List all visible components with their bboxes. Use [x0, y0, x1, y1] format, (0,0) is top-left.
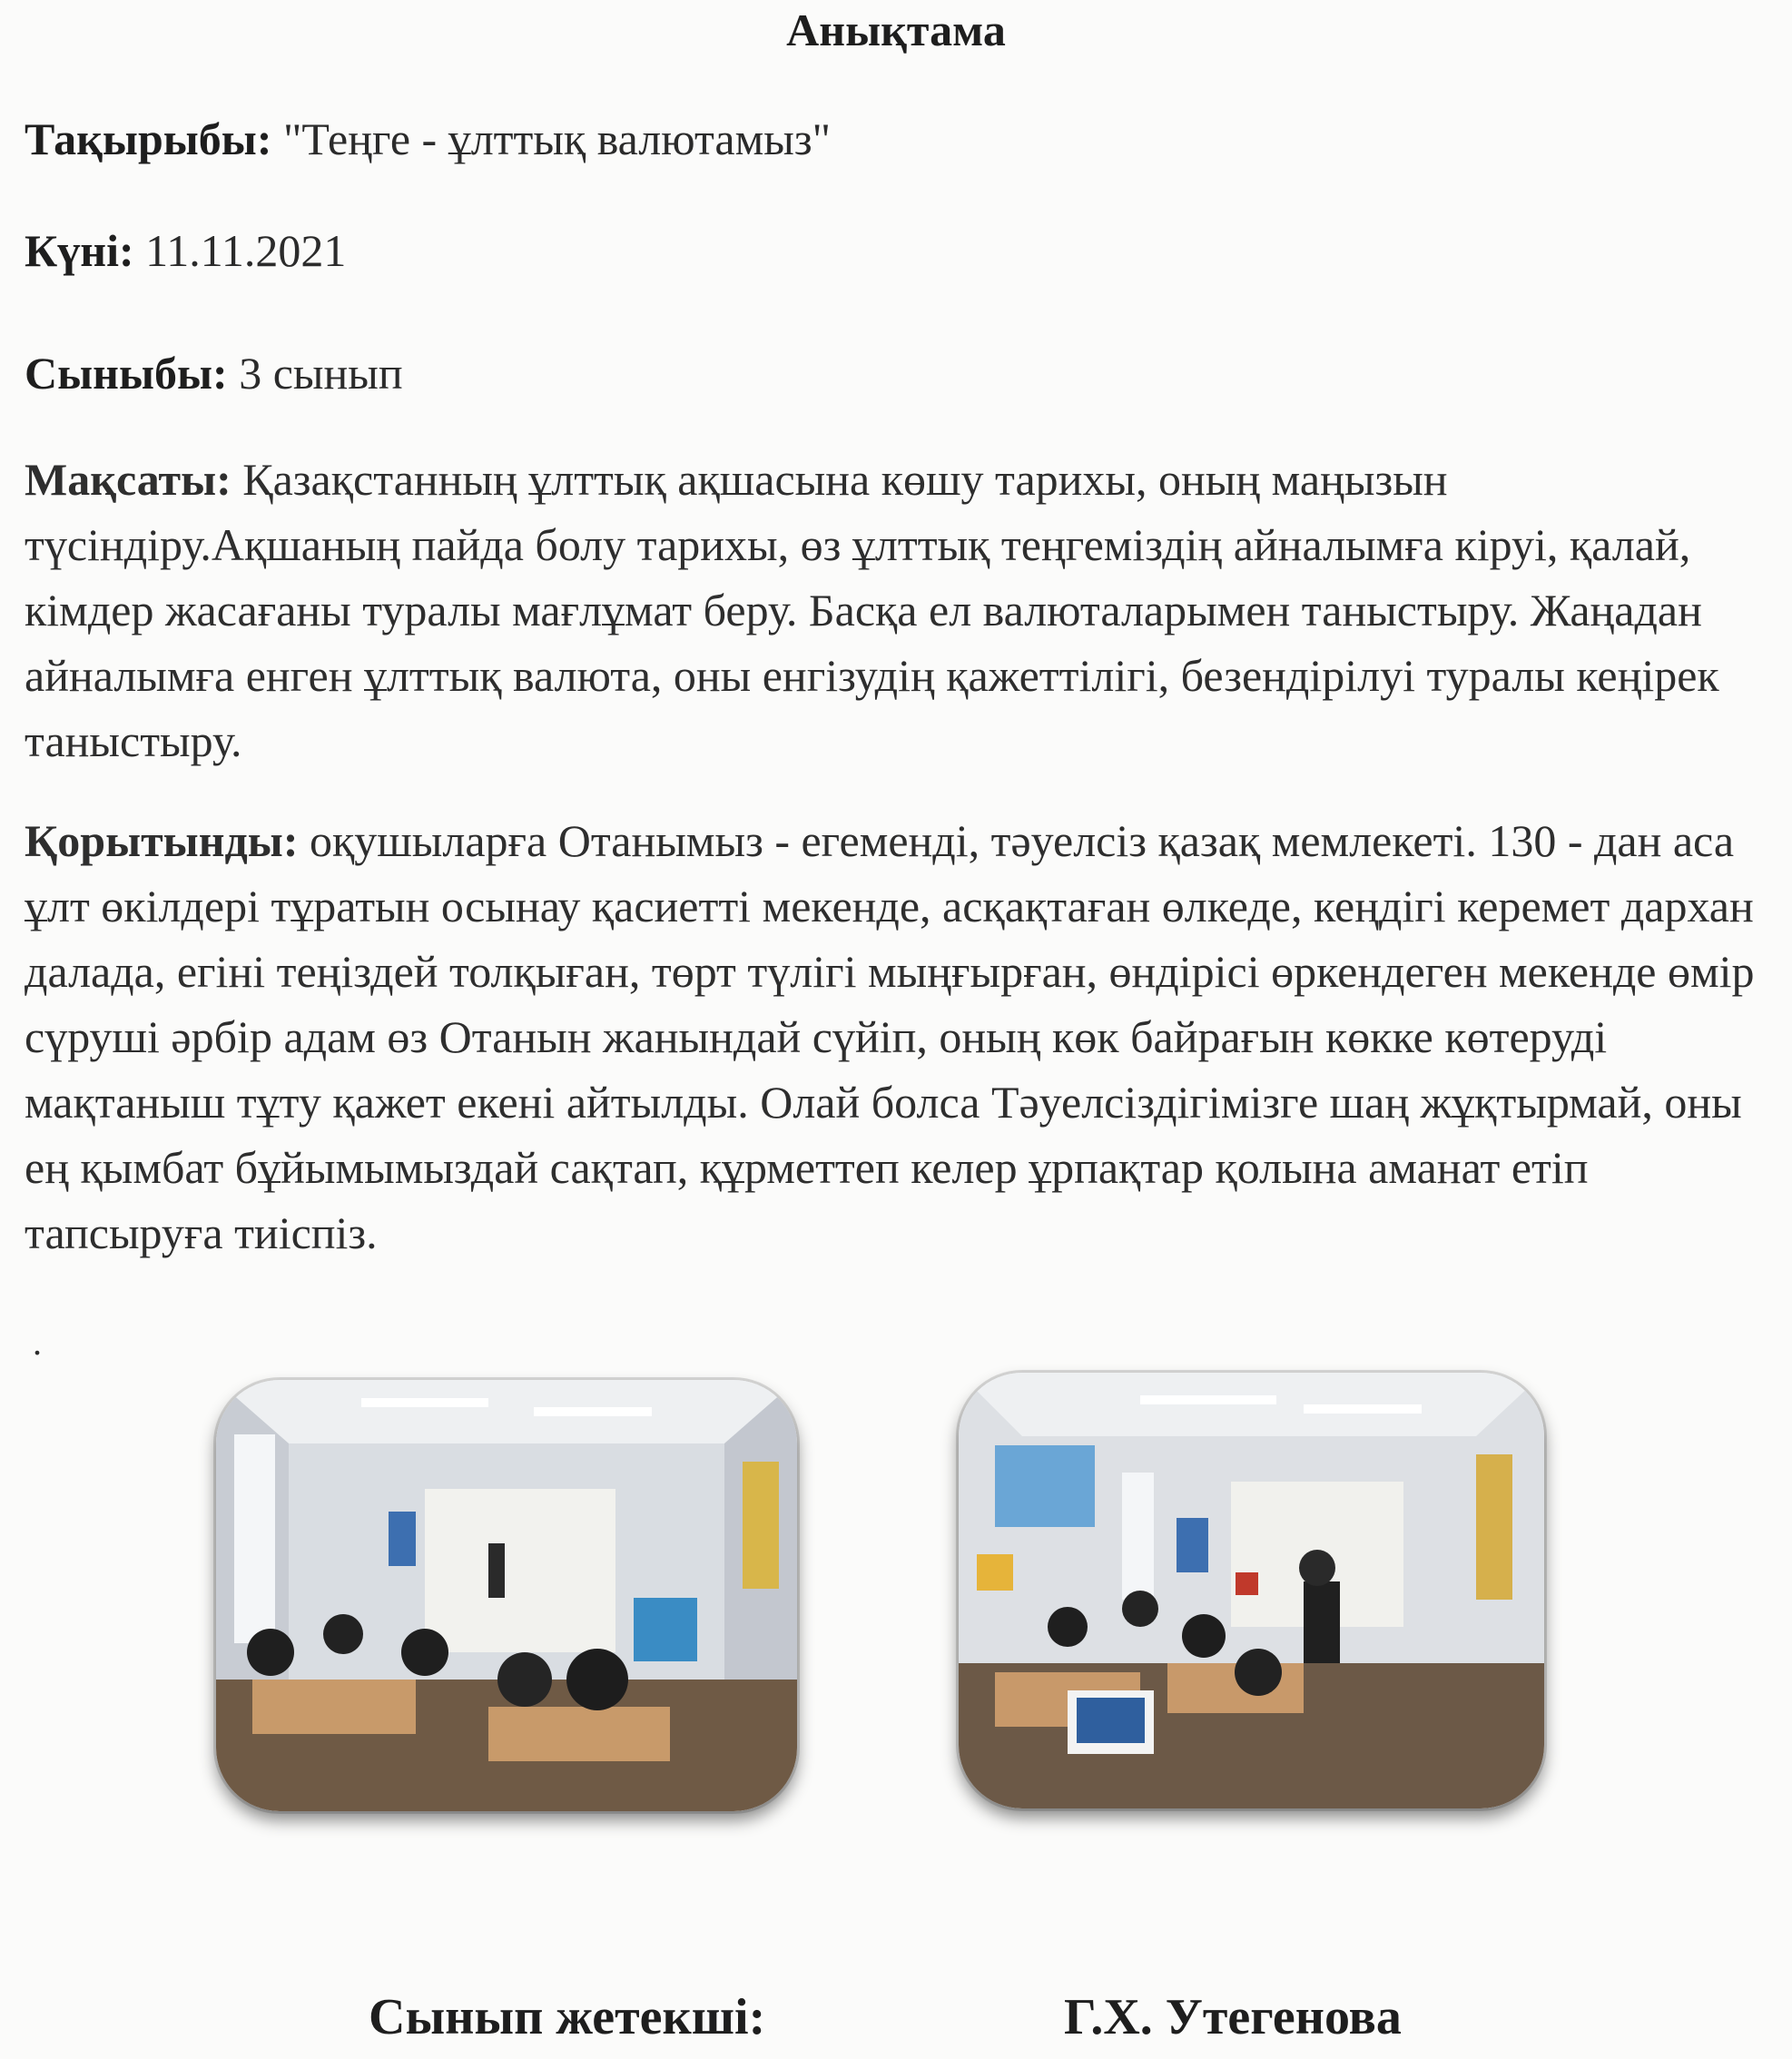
- date-field: [25, 222, 346, 280]
- class-value: 3 сынып: [239, 348, 403, 399]
- classroom-photo-2: [959, 1373, 1544, 1808]
- goal-label: Мақсаты:: [25, 454, 231, 505]
- signature-name: Г.Х. Утегенова: [1064, 1989, 1402, 2045]
- conclusion-label: Қорытынды:: [25, 815, 299, 866]
- class-field: [25, 345, 403, 402]
- topic-label: Тақырыбы:: [25, 113, 272, 164]
- document-title: Анықтама: [786, 5, 1006, 55]
- goal-paragraph: [25, 447, 1777, 773]
- date-label: Күні:: [25, 225, 134, 276]
- date-value: 11.11.2021: [145, 225, 347, 276]
- classroom-photo-1-image: [216, 1380, 797, 1811]
- class-label: Сыныбы:: [25, 348, 228, 399]
- conclusion-paragraph: [25, 808, 1777, 1266]
- goal-text: Қазақстанның ұлттық ақшасына көшу тарихы, оның маңызын түсіндіру.Ақшаның пайда болу тарихы, өз ұлттық теңгеміздің айналымға кіруі, қалай, кімдер жасағаны туралы мағлұмат беру. Басқа ел валюталарымен таныстыру. Жаңадан айналымға енген ұлттық валюта, оны енгізудің қажеттілігі, безендірілуі туралы кеңірек таныстыру.: [25, 454, 1719, 766]
- conclusion-text: оқушыларға Отанымыз - егеменді, тәуелсіз қазақ мемлекеті. 130 - дан аса ұлт өкілдері тұратын осынау қасиетті мекенде, асқақтаған өлкеде, кеңдігі керемет дархан далада, егіні теңіздей толқыған, төрт түлігі мыңғырған, өндірісі өркендеген мекенде өмір сүруші әрбір адам өз Отанын жанындай сүйіп, оның көк байрағын көкке көтеруді мақтаныш тұту қажет екені айтылды. Олай болса Тәуелсіздігімізге шаң жұқтырмай, оны ең қымбат бұйымымыздай сақтап, құрметтеп келер ұрпақтар қолына аманат етіп тапсыруға тиіспіз.: [25, 815, 1755, 1258]
- signature-role: Сынып жетекші:: [369, 1989, 766, 2045]
- stray-dot: .: [33, 1322, 42, 1363]
- classroom-photo-2-image: [959, 1373, 1544, 1808]
- classroom-photo-1: [216, 1380, 797, 1811]
- topic-value: "Теңге - ұлттық валютамыз": [283, 113, 832, 164]
- topic-field: [25, 111, 831, 168]
